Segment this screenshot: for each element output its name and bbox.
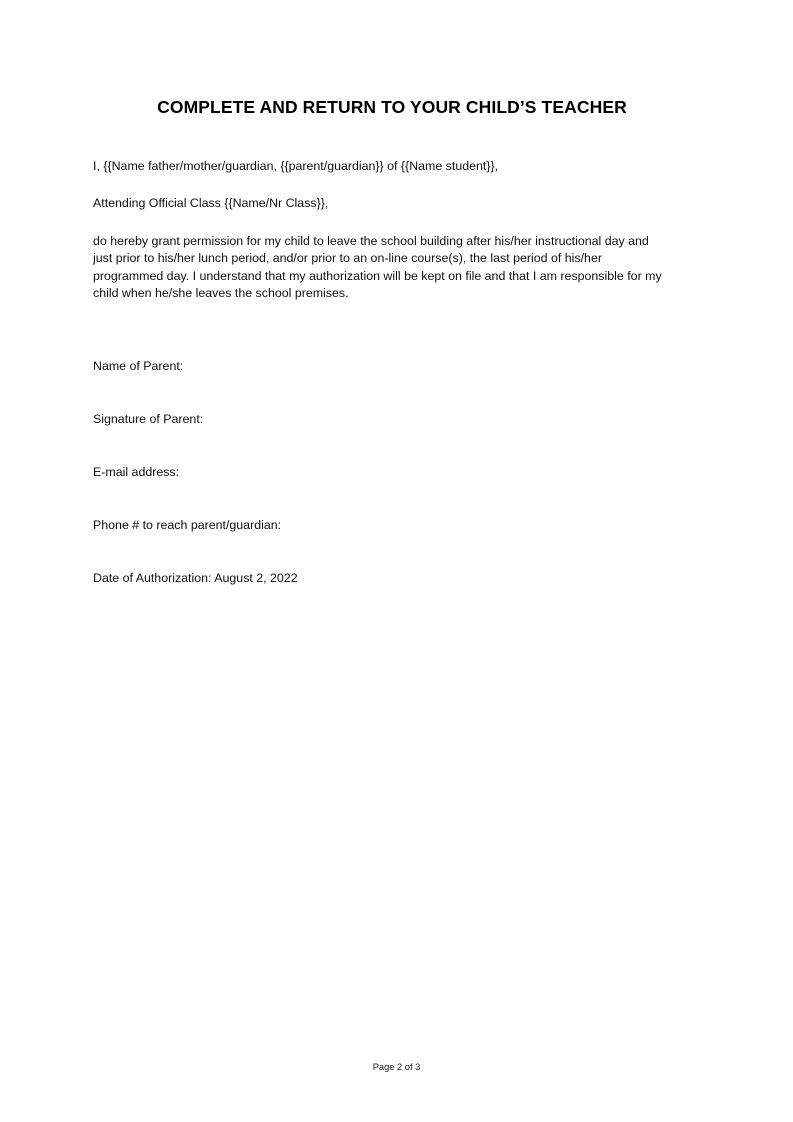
field-phone-number: [93, 517, 668, 570]
field-label: Phone # to reach parent/guardian:: [93, 518, 282, 532]
page-title: COMPLETE AND RETURN TO YOUR CHILD’S TEACHER: [157, 97, 627, 117]
field-signature-of-parent: [93, 411, 668, 464]
field-label: E-mail address:: [93, 465, 180, 479]
field-label: Date of Authorization:: [93, 571, 212, 585]
field-name-of-parent: [93, 358, 668, 411]
intro-line-parent-student: I, {{Name father/mother/guardian, {{parent/guardian}} of {{Name student}},: [93, 159, 499, 173]
paragraph-spacer: [93, 213, 668, 233]
intro-line-official-class: Attending Official Class {{Name/Nr Class}},: [93, 196, 329, 211]
page-footer: Page 2 of 3: [372, 1062, 421, 1072]
form-fields: [93, 358, 668, 587]
field-value[interactable]: August 2, 2022: [214, 571, 298, 585]
field-email-address: [93, 464, 668, 517]
field-date-of-authorization: [93, 570, 668, 587]
field-label: Name of Parent:: [93, 359, 184, 373]
document-body: [93, 158, 668, 302]
field-label: Signature of Parent:: [93, 412, 204, 426]
consent-paragraph: do hereby grant permission for my child to leave the school building after his/her instructional day and just prior to his/her lunch period, and/or prior to an on-line course(s), the last period of his/her programmed day. I understand that my authorization will be kept on file and that I am responsible for my child when he/she leaves the school premises.: [93, 233, 662, 301]
paragraph-spacer: [93, 175, 668, 195]
